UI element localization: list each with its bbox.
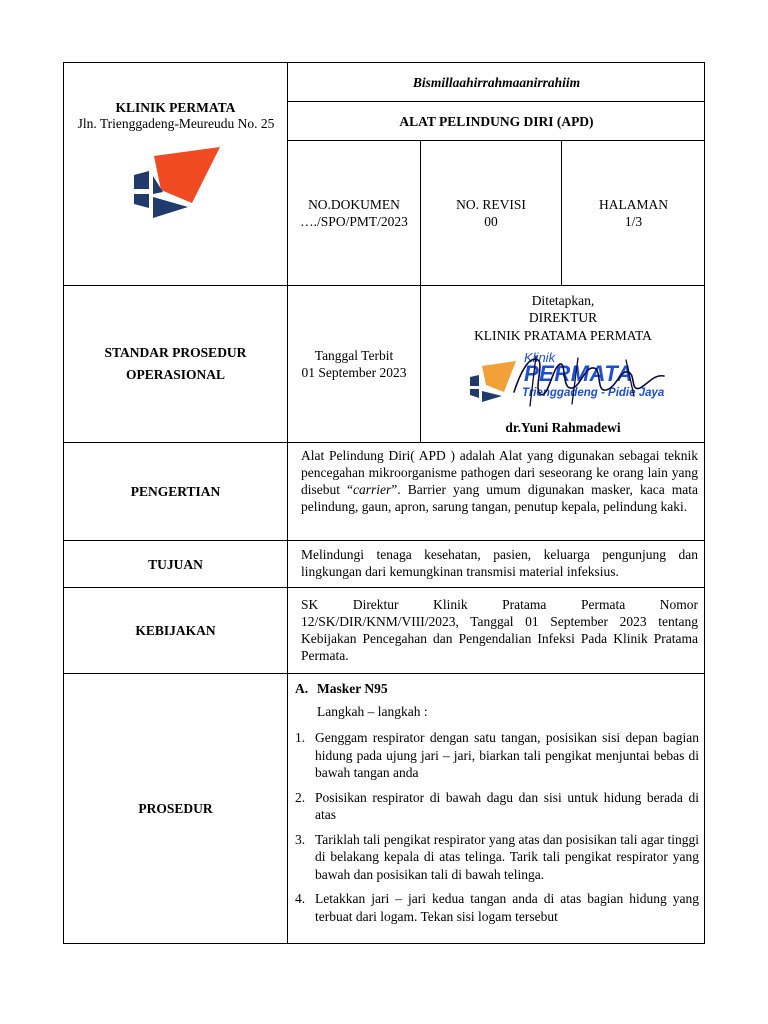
no-revisi-value: 00	[484, 214, 498, 229]
tanggal-terbit-value: 01 September 2023	[301, 365, 407, 380]
tujuan-label: TUJUAN	[148, 556, 203, 572]
tanggal-terbit-label: Tanggal Terbit	[314, 348, 394, 363]
no-revisi-label: NO. REVISI	[456, 197, 526, 212]
clinic-logo	[130, 145, 226, 221]
prosedur-label: PROSEDUR	[138, 801, 213, 816]
pengertian-text-part1: Alat Pelindung Diri( APD ) adalah Alat yang digunakan sebagai teknik pencegahan mikroorganisme pathogen dari seseorang ke orang lain yang disebut “	[301, 448, 698, 497]
stamp-klinik-text: Klinik	[524, 350, 556, 365]
section-title: Masker N95	[317, 681, 388, 696]
pengertian-content-cell	[301, 447, 698, 539]
halaman-cell	[562, 141, 705, 285]
pengertian-label-cell	[64, 443, 287, 540]
klinik-text: KLINIK PRATAMA PERMATA	[474, 328, 652, 343]
step-number: 1.	[295, 730, 306, 745]
no-dokumen-label: NO.DOKUMEN	[308, 197, 400, 212]
title-cell	[288, 102, 705, 140]
halaman-value: 1/3	[624, 214, 643, 229]
ditetapkan-text: Ditetapkan,	[531, 293, 595, 308]
sop-document-table	[63, 62, 705, 944]
no-dokumen-value: …./SPO/PMT/2023	[300, 214, 408, 229]
direktur-text: DIREKTUR	[528, 310, 598, 325]
stamp-permata-text: PERMATA	[524, 361, 634, 386]
sop-title-line1: STANDAR PROSEDUR	[104, 345, 247, 360]
step-text: Genggam respirator dengan satu tangan, posisikan sisi depan bagian hidung pada ujung jari – jari, biarkan tali pengikat menjuntai bebas di bawah tangan anda	[315, 730, 699, 780]
step-number: 4.	[295, 891, 306, 906]
tujuan-text: Melindungi tenaga kesehatan, pasien, keluarga pengunjung dan lingkungan dari kemungkinan transmisi material infeksius.	[301, 547, 698, 579]
tanggal-terbit-cell	[288, 286, 420, 442]
tujuan-label-cell	[64, 541, 287, 587]
kebijakan-text: SK Direktur Klinik Pratama Permata Nomor 12/SK/DIR/KNM/VIII/2023, Tanggal 01 September 2023 tentang Kebijakan Pencegahan dan Pengendalian Infeksi Pada Klinik Pratama Permata.	[301, 597, 698, 663]
pengertian-label: PENGERTIAN	[130, 484, 221, 499]
prosedur-intro: Langkah – langkah :	[317, 704, 428, 719]
prosedur-step	[295, 789, 699, 824]
pengertian-text-part2: ”. Barrier yang umum digunakan masker, kaca mata pelindung, gaun, apron, sarung tangan, penutup kepala, pelindung kaki.	[301, 482, 698, 514]
no-dokumen-cell	[288, 141, 420, 285]
clinic-stamp	[468, 348, 673, 410]
bismillah-text: Bismillaahirrahmaanirrahiim	[412, 74, 581, 90]
no-revisi-cell	[421, 141, 561, 285]
signature-graphic	[508, 348, 678, 410]
stamp-location-text: Trienggadeng - Pidie Jaya	[522, 387, 665, 399]
pengertian-carrier-term: carrier	[353, 482, 392, 497]
step-text: Tariklah tali pengikat respirator yang atas dan posisikan tali agar tinggi di belakang kepala di atas telinga. Tarik tali pengikat respirator yang bawah dan posisikan tali di bawah telinga.	[315, 831, 699, 882]
kebijakan-label: KEBIJAKAN	[135, 623, 216, 638]
bismillah-cell	[288, 63, 705, 101]
prosedur-content-cell	[295, 680, 699, 942]
signatory-name: dr.Yuni Rahmadewi	[505, 420, 621, 435]
document-title: ALAT PELINDUNG DIRI (APD)	[399, 113, 594, 129]
step-number: 3.	[295, 831, 306, 847]
approval-cell	[421, 286, 705, 442]
section-letter: A.	[295, 681, 309, 696]
pengertian-text	[301, 447, 698, 515]
tujuan-content-cell	[301, 546, 698, 586]
step-text: Posisikan respirator di bawah dagu dan sisi untuk hidung berada di atas	[315, 789, 699, 822]
sop-title-line2: OPERASIONAL	[125, 367, 225, 382]
kebijakan-label-cell	[64, 588, 287, 673]
prosedur-label-cell	[64, 674, 287, 943]
prosedur-step	[295, 831, 699, 884]
step-number: 2.	[295, 789, 306, 805]
sop-title-cell	[64, 286, 287, 442]
kebijakan-content-cell	[301, 596, 698, 672]
clinic-address: Jln. Trienggadeng-Meureudu No. 25	[77, 116, 275, 131]
prosedur-step	[295, 890, 699, 925]
prosedur-step	[295, 729, 699, 782]
clinic-name: KLINIK PERMATA	[115, 100, 236, 115]
prosedur-steps	[295, 729, 699, 925]
clinic-header-cell	[64, 63, 287, 285]
halaman-label: HALAMAN	[599, 197, 668, 212]
step-text: Letakkan jari – jari kedua tangan anda di atas bagian hidung yang terbuat dari logam. Tekan sisi logam tersebut	[315, 891, 699, 924]
prosedur-section-heading	[295, 680, 699, 697]
